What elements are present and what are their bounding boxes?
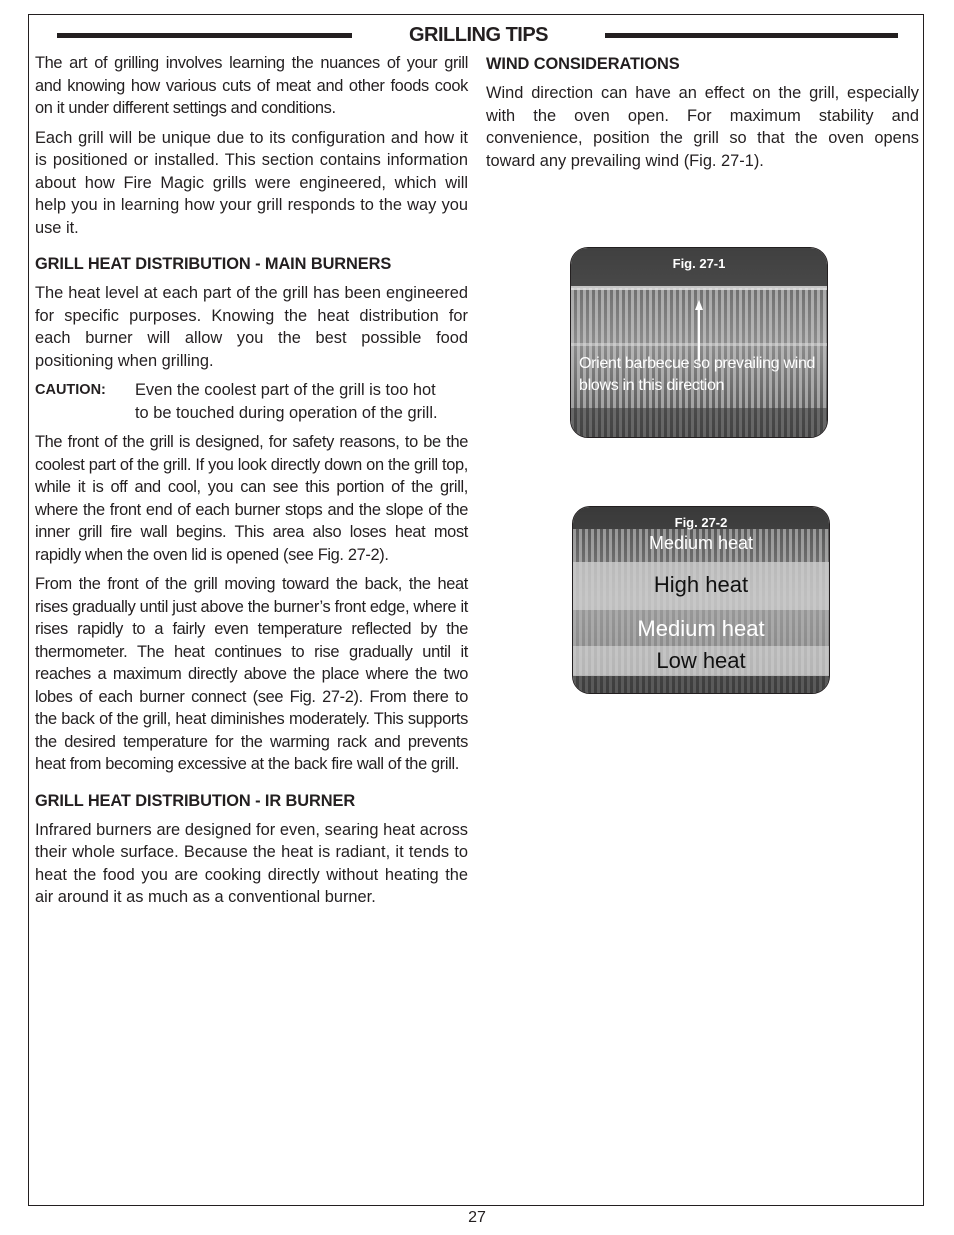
arrow-up-icon bbox=[695, 300, 703, 360]
intro-paragraph-2: Each grill will be unique due to its configuration and how it is positioned or installed. This section contains information about how Fire Magic grills were engineered, which will help you in learning how your grill responds to the way you use it. bbox=[35, 128, 468, 237]
right-column bbox=[486, 55, 919, 179]
main-burners-paragraph-3: From the front of the grill moving toward the back, the heat rises gradually until just above the burner’s front edge, where it rises rapidly to a fairly even temperature reflected by the thermometer. The heat continues to rise gradually until it reaches a maximum directly above the place where the two lobes of each burner connect (see Fig. 27-2). From there to the back of the grill, heat diminishes moderately. This supports the desired temperature for the warming rack and prevents heat from becoming excessive at the back fire wall of the grill. bbox=[35, 575, 468, 773]
ir-burner-paragraph: Infrared burners are designed for even, searing heat across their whole surface. Because the heat is radiant, it tends to heat the food you are cooking directly without heating the air around it as much as a conventional burner. bbox=[35, 820, 468, 906]
heading-wind: WIND CONSIDERATIONS bbox=[486, 55, 680, 73]
caution-note bbox=[35, 379, 468, 424]
left-column bbox=[35, 52, 468, 916]
page-title: GRILLING TIPS bbox=[408, 24, 549, 46]
figure-27-1 bbox=[570, 247, 828, 438]
zone-high-heat: High heat bbox=[573, 562, 829, 610]
zone-medium-heat-front: Medium heat bbox=[573, 610, 829, 646]
caution-label: CAUTION: bbox=[35, 382, 106, 398]
figure-27-2 bbox=[572, 506, 830, 694]
zone-medium-heat-back: Medium heat bbox=[648, 533, 754, 553]
figure-label: Fig. 27-2 bbox=[674, 515, 728, 530]
main-burners-paragraph-1: The heat level at each part of the grill has been engineered for specific purposes. Knowing the heat distribution for each burner will allow you the best possible food positioning when grilling. bbox=[35, 284, 468, 370]
figure-label: Fig. 27-1 bbox=[672, 256, 726, 271]
title-rule-left bbox=[57, 33, 352, 38]
figure-caption: Orient barbecue so prevailing wind blows in this direction bbox=[579, 355, 816, 394]
caution-text: Even the coolest part of the grill is too hot to be touched during operation of the grill. bbox=[135, 381, 438, 422]
heading-ir-burner: GRILL HEAT DISTRIBUTION - IR BURNER bbox=[35, 791, 356, 810]
page-number: 27 bbox=[468, 1209, 486, 1226]
wind-paragraph: Wind direction can have an effect on the grill, especially with the oven open. For maximum stability and convenience, position the grill so that the oven opens toward any prevailing wind (Fig. 27-1). bbox=[486, 84, 919, 170]
main-burners-paragraph-2: The front of the grill is designed, for safety reasons, to be the coolest part of the grill. If you look directly down on the grill top, while it is off and cool, you can see this portion of the grill, where the front end of each burner stops and the slope of the inner grill fire wall begins. This area also loses heat most rapidly when the oven lid is opened (see Fig. 27-2). bbox=[35, 433, 468, 564]
intro-paragraph-1: The art of grilling involves learning the nuances of your grill and knowing how various cuts of meat and other foods cook on it under different settings and conditions. bbox=[35, 54, 468, 117]
title-rule-right bbox=[605, 33, 898, 38]
zone-low-heat: Low heat bbox=[573, 646, 829, 676]
heading-main-burners: GRILL HEAT DISTRIBUTION - MAIN BURNERS bbox=[35, 255, 392, 273]
